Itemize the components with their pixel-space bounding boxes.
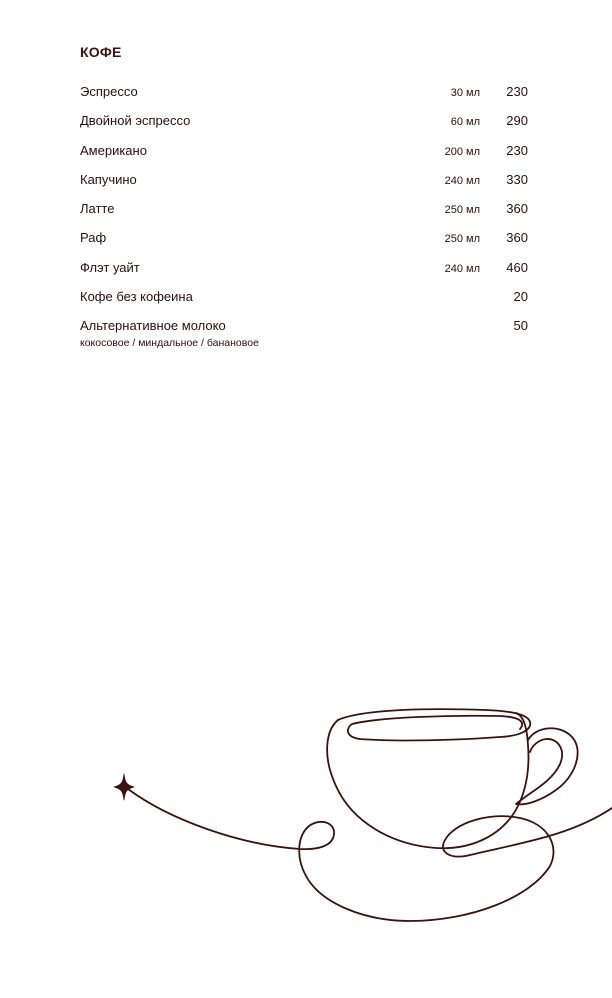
item-name: Эспрессо	[80, 84, 138, 99]
menu-item-espresso	[80, 83, 528, 112]
menu-item-alt-milk	[80, 317, 528, 350]
item-volume: 240 мл	[444, 262, 480, 275]
menu-item-raf	[80, 229, 528, 258]
item-name: Кофе без кофеина	[80, 289, 193, 305]
menu-item-decaf	[80, 288, 528, 317]
item-volume: 250 мл	[444, 233, 480, 246]
item-volume: 240 мл	[444, 174, 480, 187]
item-price: 230	[506, 84, 528, 99]
item-price: 330	[506, 171, 528, 187]
item-name: Флэт уайт	[80, 259, 140, 275]
item-price: 460	[506, 259, 528, 275]
item-price: 50	[513, 318, 528, 334]
menu-item-latte	[80, 200, 528, 229]
item-price: 230	[506, 142, 528, 158]
item-name: Раф	[80, 230, 107, 246]
item-name: Двойной эспрессо	[80, 113, 191, 129]
item-name: Латте	[80, 201, 115, 217]
item-note: кокосовое / миндальное / банановое	[80, 337, 259, 350]
item-volume: 250 мл	[444, 204, 480, 217]
item-volume: 30 мл	[450, 87, 480, 99]
section-title: КОФЕ	[80, 44, 122, 60]
menu-item-double-espresso	[80, 112, 528, 141]
item-price: 360	[506, 230, 528, 246]
menu-item-flat-white	[80, 259, 528, 288]
item-price: 360	[506, 201, 528, 217]
coffee-cup-line-art-icon	[0, 680, 612, 940]
sparkle-star-icon	[114, 774, 134, 800]
menu-item-americano	[80, 142, 528, 171]
item-name: Капучино	[80, 171, 137, 187]
item-volume: 200 мл	[444, 145, 480, 158]
item-price: 20	[513, 289, 528, 305]
item-volume: 60 мл	[450, 116, 480, 129]
item-price: 290	[506, 113, 528, 129]
item-name: Альтернативное молоко	[80, 318, 226, 334]
item-name: Американо	[80, 142, 147, 158]
menu-list	[80, 83, 528, 350]
menu-item-cappuccino	[80, 171, 528, 200]
